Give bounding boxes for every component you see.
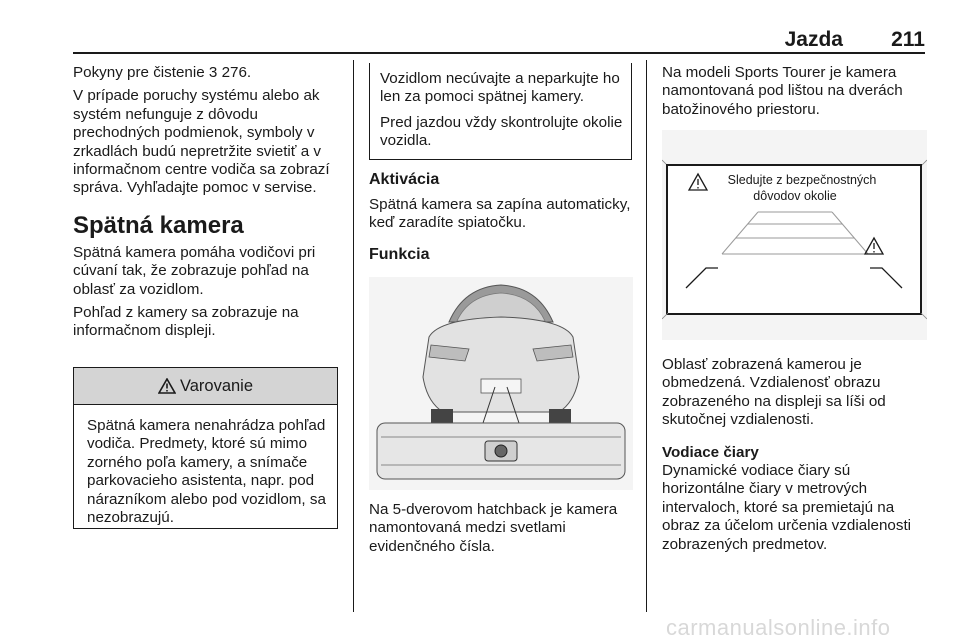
warning-triangle-icon [158, 378, 176, 394]
camera-display-illustration [662, 130, 927, 340]
watermark: carmanualsonline.info [666, 615, 891, 640]
chapter-title: Jazda [784, 28, 843, 51]
column-2-bottom [369, 501, 635, 561]
column-2 [369, 170, 635, 271]
column-3-bottom [662, 356, 928, 559]
section-heading-activation: Aktivácia [369, 171, 440, 188]
fault-paragraph: V prípade poruchy systému alebo ak systém nefunguje z dôvodu prechodných podmienok, symboly v zrkadlách budú nepretržite svietiť a v informačnom centre vodiča sa zobrazí správa. Vyhľadajte pomoc v servise. [73, 87, 330, 197]
camera-display-paragraph: Pohľad z kamery sa zobrazuje na informačnom displeji. [73, 304, 299, 340]
column-1 [73, 64, 341, 346]
warning-title: Varovanie [179, 376, 254, 395]
warning-body: Spätná kamera nenahrádza pohľad vodiča. Predmety, ktoré sú mimo zorného poľa kamery, a snímače parkovacieho asistenta, napr. pod nárazníkom alebo pod vozidlom, sa nezobrazujú. [87, 417, 326, 527]
section-heading-guides: Vodiace čiary [662, 443, 759, 461]
column-divider-1 [353, 60, 354, 612]
hatchback-rear-figure [369, 277, 633, 490]
column-3 [662, 64, 928, 124]
note-text-2: Pred jazdou vždy skontrolujte okolie vozidla. [380, 113, 623, 150]
page-header [73, 28, 925, 52]
display-limit-paragraph: Oblasť zobrazená kamerou je obmedzená. Vzdialenosť obrazu zobrazeného na displeji sa líši od skutočnej vzdialenosti. [662, 356, 886, 429]
screen-message-line-2: dôvodov okolie [753, 189, 837, 203]
function-paragraph: Na 5-dverovom hatchback je kamera namontovaná medzi svetlami evidenčného čísla. [369, 501, 618, 555]
header-rule [73, 52, 925, 54]
section-heading-function: Funkcia [369, 245, 430, 263]
activation-paragraph: Spätná kamera sa zapína automaticky, keď zaradíte spiatočku. [369, 196, 631, 232]
warning-header [74, 367, 337, 405]
guides-paragraph: Dynamické vodiace čiary sú horizontálne čiary v metrových intervaloch, ktoré sa premietajú na obraz za účelom určenia vzdialenosti zobrazených predmetov. [662, 462, 912, 553]
camera-display-figure [662, 130, 927, 340]
section-heading-camera: Spätná kamera [73, 211, 244, 239]
note-box [369, 63, 632, 160]
hatchback-illustration [369, 277, 633, 490]
page-number: 211 [891, 28, 925, 51]
camera-intro-paragraph: Spätná kamera pomáha vodičovi pri cúvaní tak, že zobrazuje pohľad na oblasť za vozidlom. [73, 243, 316, 298]
column-divider-2 [646, 60, 647, 612]
note-text-1: Vozidlom necúvajte a neparkujte ho len za pomoci spätnej kamery. [380, 70, 620, 106]
cleaning-reference: Pokyny pre čistenie 3 276. [73, 64, 252, 81]
sports-tourer-paragraph: Na modeli Sports Tourer je kamera namontovaná pod lištou na dverách batožinového priestoru. [662, 64, 903, 118]
screen-message-line-1: Sledujte z bezpečnostných [727, 173, 877, 187]
warning-box [73, 367, 338, 529]
